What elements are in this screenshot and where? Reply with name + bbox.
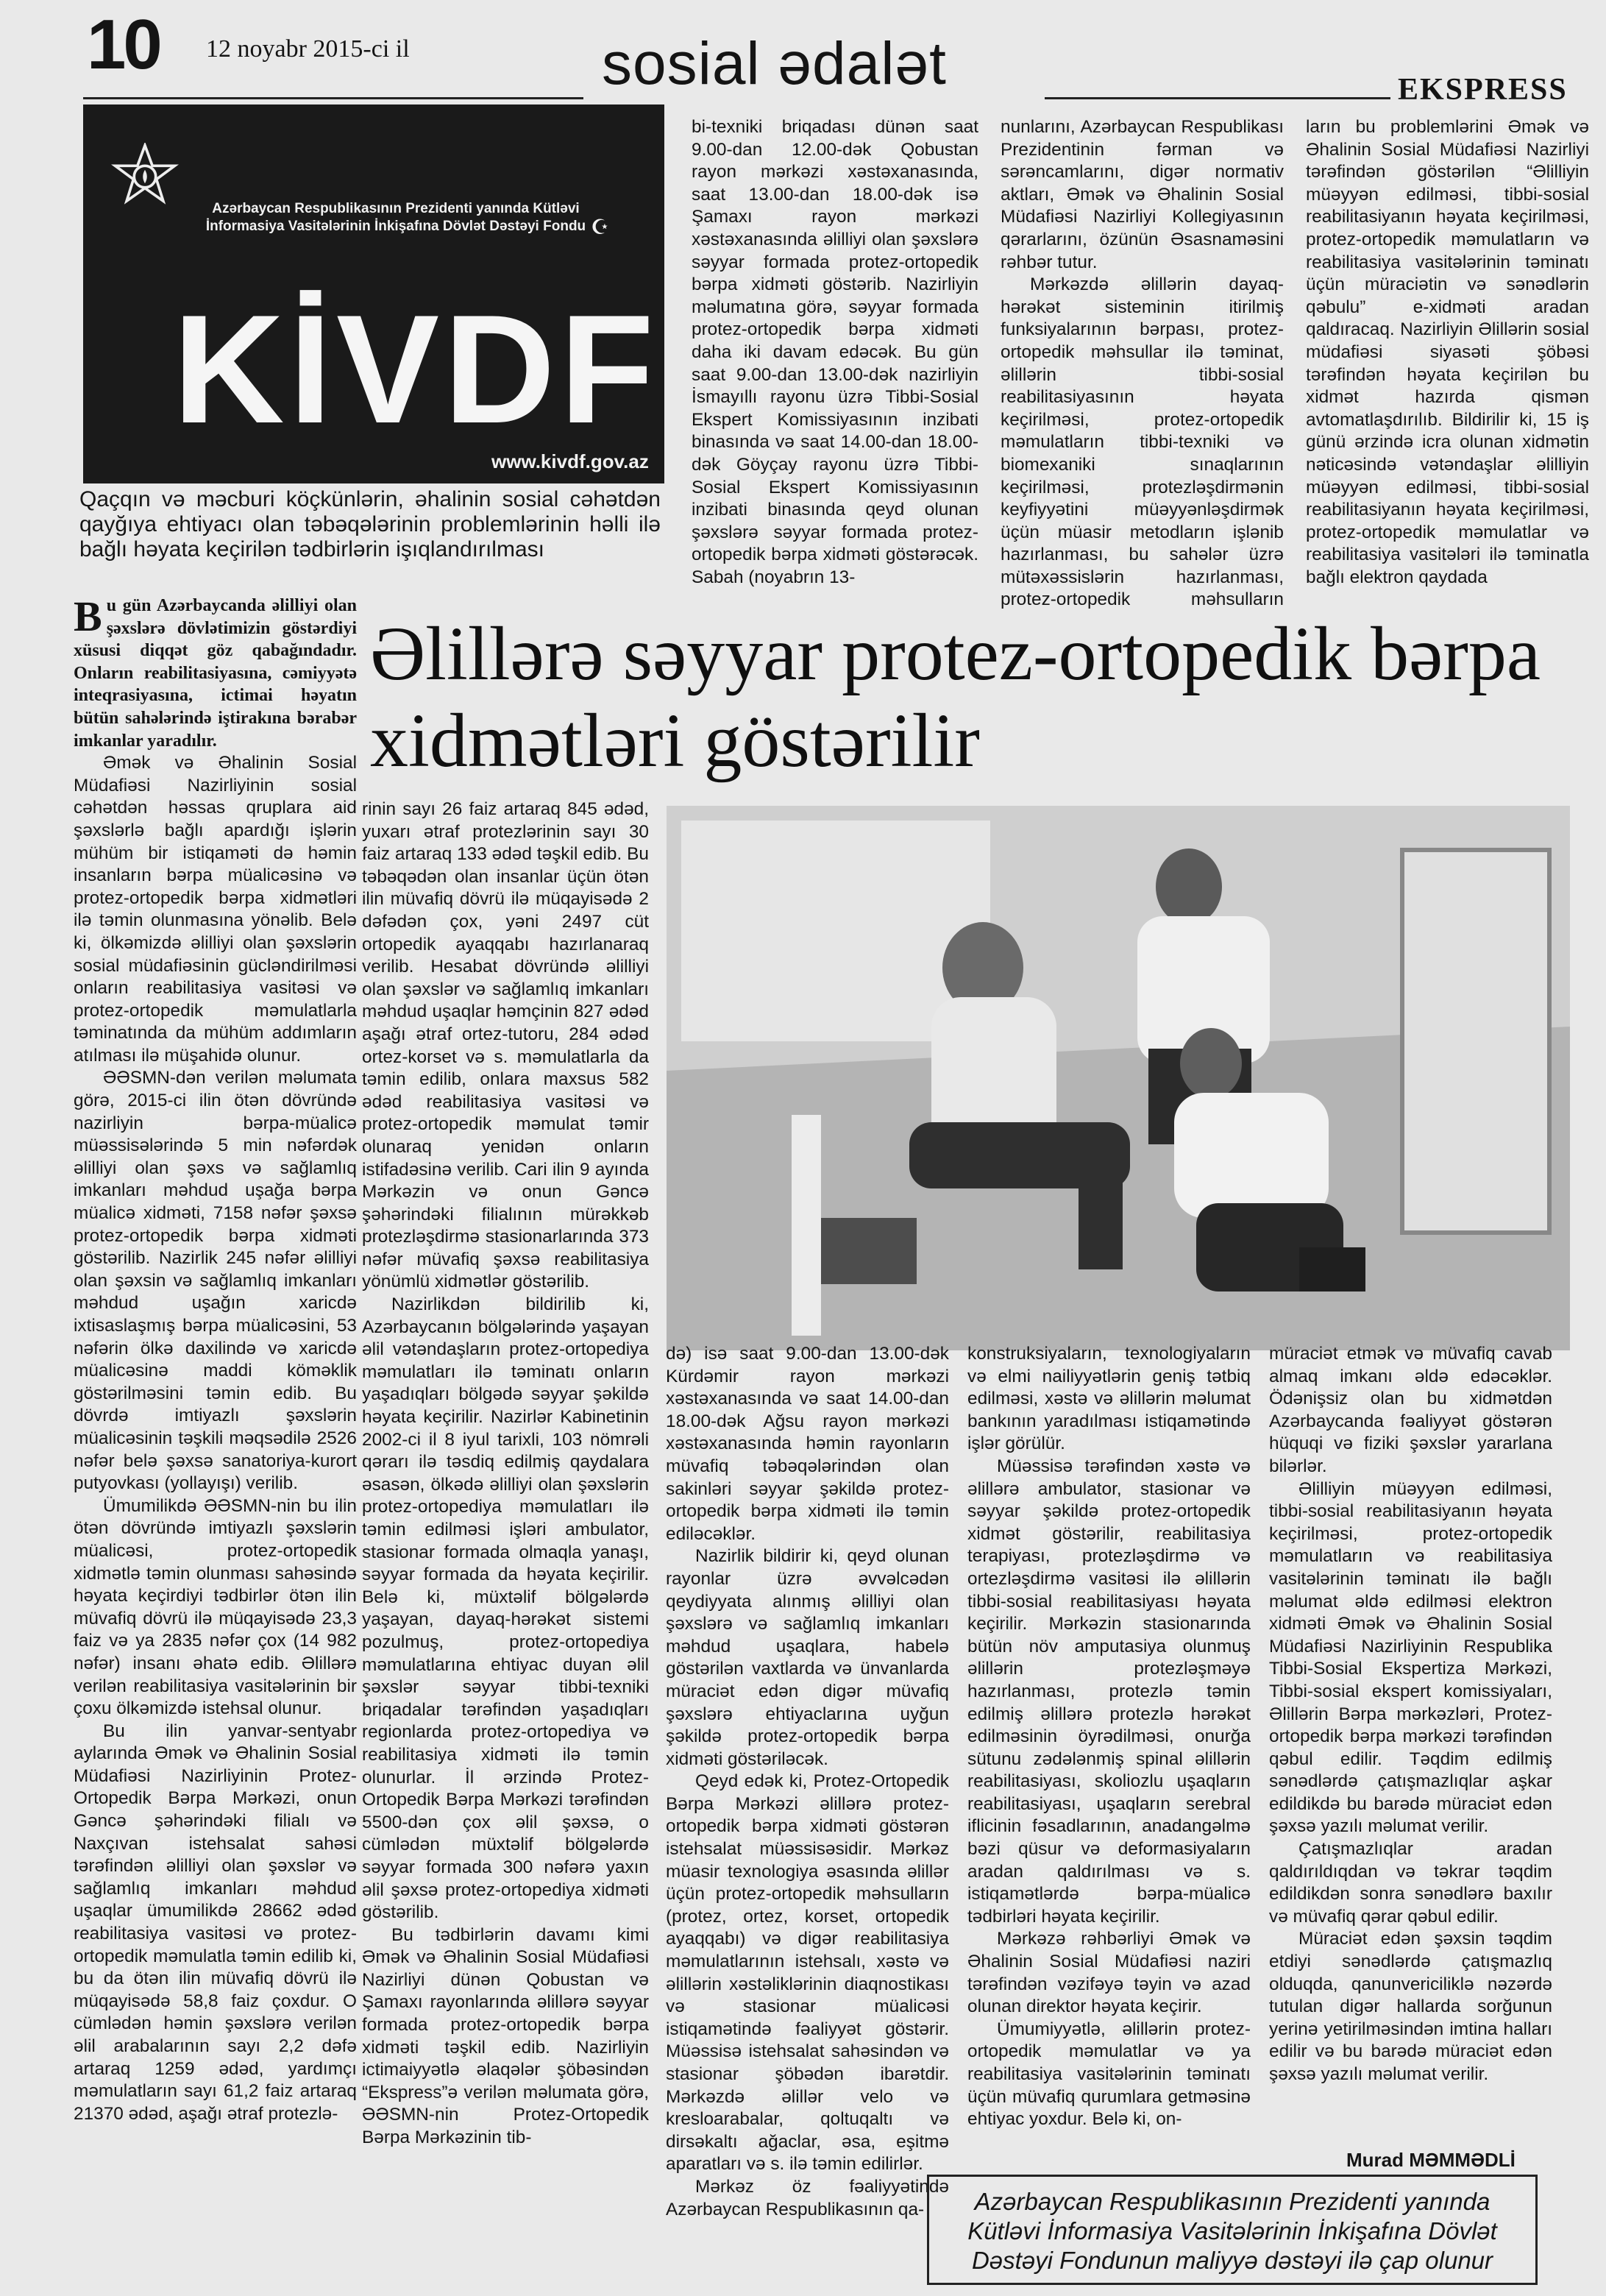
article-paragraph: konstruksiyaların, texnologiyaların və elmi nailiyyətlərin geniş tətbiq edilməsi, xəstə və əlillərin məlumat bankının yaradılması istiqamətində işlər görülür.: [967, 1344, 1251, 1454]
drop-cap: B: [74, 595, 102, 640]
article-paragraph: Qeyd edək ki, Protez-Ortopedik Bərpa Mərkəzi əlillərə protez-ortopedik bərpa xidməti göstərən istehsalat müəssisəsidir. Mərkəz müasir texnologiya əsasında əlillər üçün protez-ortopedik məhsulların (protez, ortez, korset, ortopedik ayaqqabı) və digər reabilitasiya məmulatlarının istehsalı, xəstə və əlillərin xəstəliklərinin diaqnostikası və stasionar müalicəsi istiqamətində fəaliyyət göstərir. Müəssisə istehsalat sahəsindən və stasionar şöbədən ibarətdir. Mərkəzdə əlillər velo və kresloarabalar, qoltuqaltı və dirsəkaltı ağaclar, əsa, eşitmə aparatları və s. ilə təmin edilirlər.: [666, 1771, 949, 2175]
article-column-4: [967, 1343, 1251, 2164]
issue-date: 12 noyabr 2015-ci il: [206, 35, 410, 63]
article-paragraph: rinin sayı 26 faiz artaraq 845 ədəd, yuxarı ətraf protezlərinin sayı 30 faiz artaraq 133 ədəd təşkil edib. Bu təbəqədən olan insanlar üçün ötən ilin müvafiq dövrü ilə müqayisədə 2 dəfədən çox, yəni 2497 cüt ortopedik ayaqqabı hazırlanaraq verilib. Hesabat dövründə əlilliyi olan şəxslər və sağlamlıq imkanları məhdud uşaqlar həmçinin 827 ədəd aşağı ətraf ortez-tutoru, 284 ədəd ortez-korset və s. məmulatlarla da təmin edilib, onlara maxsus 582 ədəd reabilitasiya vasitəsi və protez-ortopedik məmulat təmir olunaraq yenidən onların istifadəsinə verilib. Cari ilin 9 ayında Mərkəzin və onun Gəncə şəhərindəki filialının mürəkkəb protezləşdirmə stasionarlarında 373 nəfər müvafiq şəxsə reabilitasiya yönümlü xidmətlər göstərilib.: [362, 799, 649, 1292]
article-paragraph: ƏƏSMN-dən verilən məlumata görə, 2015-ci ilin ötən dövründə nazirliyin bərpa-müalicə müəssisələrində 5 min nəfərdək əlilliyi olan şəxs və sağlamlıq imkanları məhdud uşağa bərpa müalicə xidməti, 7158 nəfər şəxsə protez-ortopedik bərpa xidməti göstərilib. Nazirlik 245 nəfər əlilliyi olan şəxsin və sağlamlıq imkanları məhdud uşağın xaricdə ixtisaslaşmış bərpa müalicəsini, 53 nəfərin ölkə daxilində və xaricdə müalicəsinə maddi köməklik göstərilməsini təmin edib. Bu dövrdə imtiyazlı şəxslərin müalicəsinin təşkili məqsədilə 2526 nəfər belə şəxsə sanatoriya-kurort putyovkası (yollayışı) verilib.: [74, 1068, 357, 1494]
page-number: 10: [87, 5, 160, 84]
article-column-2: [362, 798, 649, 2285]
state-emblem-icon: [111, 143, 179, 210]
article-paragraph: Bu ilin yanvar-sentyabr aylarında Əmək və Əhalinin Sosial Müdafiəsi Nazirliyinin Protez-Ortopedik Bərpa Mərkəzi, onun Gəncə şəhərindəki filialı və Naxçıvan istehsalat sahəsi tərəfindən əlilliyi olan şəxslər və sağlamlıq imkanları məhdud uşaqlar ümumilikdə 28662 ədəd reabilitasiya vasitəsi və protez-ortopedik məmulatla təmin edilib ki, bu da ötən ilin müvafiq dövrü ilə müqayisədə 58,8 faiz çoxdur. O cümlədən həmin şəxslərə verilən əlil arabalarının sayı 2,2 dəfə artaraq 1259 ədəd, yardımçı məmulatların sayı 61,2 faiz artaraq 21370 ədəd, aşağı ətraf protezlə-: [74, 1721, 357, 2124]
article-column-1: [74, 595, 357, 2287]
article-headline: Əlillərə səyyar protez-ortopedik bərpa xidmətləri göstərilir: [370, 612, 1541, 783]
fund-logo: KİVDF: [173, 283, 658, 456]
article-paragraph: Müraciət edən şəxsin təqdim etdiyi sənədlərdə çatışmazlıq olduqda, qanunvericiliklə nəzərdə tutulan digər hallarda sorğunun yerinə yetirilməsindən imtina halları edilir və bu barədə müraciət edən şəxsə yazılı məlumat verilir.: [1269, 1929, 1552, 2084]
article-paragraph: Bu tədbirlərin davamı kimi Əmək və Əhalinin Sosial Müdafiəsi Nazirliyi dünən Qobustan və Şamaxı rayonlarında əlillərə səyyar formada protez-ortopedik bərpa xidməti təşkil edib. Nazirliyin ictimaiyyətlə əlaqələr şöbəsindən “Ekspress”ə verilən məlumata görə, ƏƏSMN-nin Protez-Ortopedik Bərpa Mərkəzinin tib-: [362, 1924, 649, 2148]
article-column-4-top: [1306, 116, 1589, 631]
section-rubric: sosial ədalət: [602, 30, 947, 97]
newspaper-name: EKSPRESS: [1398, 73, 1568, 107]
article-column-3: [666, 1343, 949, 2237]
article-column-2-top: [692, 116, 978, 609]
section-tagline: Qaçqın və məcburi köçkünlərin, əhalinin sosial cəhətdən qayğıya ehtiyacı olan təbəqələrinin problemlərinin həlli ilə bağlı həyata keçirilən tədbirlərin işıqlandırılması: [79, 487, 661, 561]
article-lead: Bu gün Azərbaycanda əlilliyi olan şəxslərə dövlətimizin göstərdiyi xüsusi diqqət göz qabağındadır. Onların reabilitasiyasına, cəmiyyətə inteqrasiyasına, ictimai həyatın bütün sahələrində iştirakına bərabər imkanlar yaradılır.: [74, 595, 357, 751]
article-paragraph: Ümumilikdə ƏƏSMN-nin bu ilin ötən dövründə imtiyazlı şəxslərin müalicəsi, protez-ortopedik xidmətlə təmin olunması sahəsində həyata keçirdiyi tədbirlər ötən ilin müvafiq dövrü ilə müqayisədə 23,3 faiz və ya 2835 nəfər çox (14 982 nəfər) insanı əhatə edib. Əlillərə verilən reabilitasiya vasitələrinin bir çoxu ölkəmizdə istehsal olunur.: [74, 1495, 357, 1719]
article-paragraph: Ümumiyyətlə, əlillərin protez-ortopedik məmulatlar və ya reabilitasiya vasitələrinin təminatı üçün müvafiq qurumlara getməsinə ehtiyac yoxdur. Belə ki, on-: [967, 2019, 1251, 2130]
funding-note: Azərbaycan Respublikasının Prezidenti yanında Kütləvi İnformasiya Vasitələrinin İnkişafına Dövlət Dəstəyi Fondunun maliyyə dəstəyi ilə çap olunur: [927, 2175, 1538, 2285]
article-column-5: [1269, 1343, 1552, 2145]
article-paragraph: Nazirlikdən bildirilib ki, Azərbaycanın bölgələrində yaşayan əlil vətəndaşların protez-ortopediya məmulatları ilə təminatı onların yaşadıqları bölgədə səyyar şəkildə həyata keçirilir. Nazirlər Kabinetinin 2002-ci il 8 iyul tarixli, 103 nömrəli qərarı ilə təsdiq edilmiş qaydalara əsasən, ölkədə əlilliyi olan şəxslərin protez-ortopediya məmulatları ilə təmin edilməsi işləri ambulator, stasionar formada olmaqla yanaşı, səyyar formada da həyata keçirilir. Belə ki, müxtəlif bölgələrdə yaşayan, dayaq-hərəkət sistemi pozulmuş, protez-ortopediya məmulatlarına ehtiyac duyan əlil şəxslər səyyar tibbi-texniki briqadalar tərəfindən yaşadıqları regionlarda protez-ortopediya və reabilitasiya xidməti ilə təmin olunurlar. İl ərzində Protez-Ortopedik Bərpa Mərkəzi tərəfindən 5500-dən çox əlil şəxsə, o cümlədən müxtəlif bölgələrdə səyyar formada 300 nəfərə yaxın əlil şəxsə protez-ortopediya xidməti göstərilib.: [362, 1294, 649, 1923]
article-paragraph: Əmək və Əhalinin Sosial Müdafiəsi Nazirliyinin sosial cəhətdən həssas qruplara aid şəxslərlə bağlı apardığı işlərin mühüm bir istiqaməti də həmin insanların bərpa müalicəsinə və protez-ortopedik bərpa xidmətləri ilə təmin olunmasına yönəlib. Belə ki, ölkəmizdə əlilliyi olan şəxslərin sosial müdafiəsinin gücləndirilməsi onların reabilitasiya vasitəsi və protez-ortopedik məmulatlarla təminatında da mühüm addımların atılması ilə müşahidə olunur.: [74, 753, 357, 1066]
article-paragraph: Mərkəzdə əlillərin dayaq-hərəkət sisteminin itirilmiş funksiyalarının bərpası, protez-ortopedik məhsullar ilə təminat, əlillərin tibbi-sosial reabilitasiyasının həyata keçirilməsi, protez-ortopedik məmulatların tibbi-texniki və biomexaniki sınaqlarının keçirilməsi, protezləşdirmənin keyfiyyətini müəyyənləşdirmək üçün müasir metodların işlənib hazırlanması, bu sahələr üzrə mütəxəssislərin hazırlanması, protez-ortopedik məhsulların: [1001, 274, 1284, 609]
article-paragraph: bi-texniki briqadası dünən saat 9.00-dan 12.00-dək Qobustan rayon mərkəzi xəstəxanasında, saat 13.00-dan 18.00-dək isə Şamaxı rayon mərkəzi xəstəxanasında əlilliyi olan şəxslərə səyyar formada protez-ortopedik bərpa xidməti göstərib. Nazirliyin məlumatına görə, səyyar formada protez-ortopedik bərpa xidməti daha iki davam edəcək. Bu gün saat 9.00-dan 13.00-dək nazirliyin İsmayıllı rayonu üzrə Tibbi-Sosial Ekspert Komissiyasının inzibati binasında və saat 14.00-dan 18.00-dək Göyçay rayonu üzrə Tibbi-Sosial Ekspert Komissiyasının inzibati binasında qeyd olunan şəxslərə səyyar formada protez-ortopedik bərpa xidməti göstərəcək. Sabah (noyabrın 13-: [692, 117, 978, 587]
article-paragraph: Mərkəz öz fəaliyyətində Azərbaycan Respublikasının qa-: [666, 2176, 949, 2219]
article-paragraph: Nazirlik bildirir ki, qeyd olunan rayonlar üzrə əvvəlcədən qeydiyyata alınmış əlilliyi olan şəxslərə və sağlamlıq imkanları məhdud uşaqlara, habelə göstərilən vaxtlarda və ünvanlarda müraciət edən digər müvafiq şəxslərə ehtiyaclarına uyğun şəkildə protez-ortopedik bərpa xidməti göstəriləcək.: [666, 1546, 949, 1769]
article-paragraph: Çatışmazlıqlar aradan qaldırıldıqdan və təkrar təqdim edildikdən sonra sənədlərə baxılır və müvafiq qərar qəbul edilir.: [1269, 1839, 1552, 1927]
article-paragraph: müraciət etmək və müvafiq cavab almaq imkanı əldə edəcəklər. Ödənişsiz olan bu xidmətdən Azərbaycanda fəaliyyət göstərən hüquqi və fiziki şəxslər yararlana bilərlər.: [1269, 1344, 1552, 1476]
fund-website: www.kivdf.gov.az: [491, 450, 649, 472]
article-paragraph: Əlilliyin müəyyən edilməsi, tibbi-sosial reabilitasiyanın həyata keçirilməsi, protez-ortopedik məmulatların və reabilitasiya vasitələrinin təminatı ilə bağlı məlumat əldə edilməsi elektron xidməti Əmək və Əhalinin Sosial Müdafiəsi Nazirliyinin Respublika Tibbi-Sosial Ekspertiza Mərkəzi, Tibbi-sosial ekspert komissiyaları, Əlillərin Bərpa mərkəzləri, Protez-ortopedik bərpa mərkəzi tərəfindən qəbul edilir. Təqdim edilmiş sənədlərdə çatışmazlıqlar aşkar edildikdə bu barədə müraciət edən şəxsə yazılı məlumat verilir.: [1269, 1478, 1552, 1837]
article-paragraph: ların bu problemlərini Əmək və Əhalinin Sosial Müdafiəsi Nazirliyi tərəfindən göstərilən “Əlilliyin müəyyən edilməsi, tibbi-sosial reabilitasiyanın həyata keçirilməsi, protez-ortopedik məmulatların və reabilitasiya vasitələrinin təminatı üçün müraciətin və sənədlərin qəbulu” e-xidməti aradan qaldıracaq. Nazirliyin Əlillərin sosial müdafiəsi siyasəti şöbəsi tərəfindən həyata keçirilən bu xidmət hazırda qismən avtomatlaşdırılıb. Bildirilir ki, 15 iş günü ərzində icra olunan xidmətin nəticəsində vətəndaşlar əlilliyin müəyyən edilməsi, tibbi-sosial reabilitasiyanın həyata keçirilməsi, protez-ortopedik məmulatlar və reabilitasiya vasitələri ilə təminatla bağlı elektron qaydada: [1306, 117, 1589, 587]
fund-name: Azərbaycan Respublikasının Prezidenti yanında Kütləvi İnformasiya Vasitələrinin İnkişafına Dövlət Dəstəyi Fondu: [205, 201, 586, 234]
author-byline: Murad MƏMMƏDLİ: [1346, 2149, 1516, 2171]
crescent-star-icon: ☪: [591, 216, 610, 238]
article-column-3-top: [1001, 116, 1284, 609]
article-photo: [667, 806, 1570, 1350]
header-rule: [1045, 97, 1390, 99]
header-rule: [83, 97, 583, 99]
article-paragraph: də) isə saat 9.00-dan 13.00-dək Kürdəmir rayon mərkəzi xəstəxanasında və saat 14.00-dan 18.00-dək Ağsu rayon mərkəzi xəstəxanasında həmin rayonların müvafiq təbəqələrindən olan sakinləri səyyar şəkildə protez-ortopedik bərpa xidməti ilə təmin ediləcəklər.: [666, 1344, 949, 1544]
article-paragraph: Müəssisə tərəfindən xəstə və əlillərə ambulator, stasionar və səyyar şəkildə protez-ortopedik xidmət göstərilir, reabilitasiya terapiyası, protezləşdirmə və ortezləşdirmə vasitəsi ilə əlillərin tibbi-sosial reabilitasiyası həyata keçirilir. Mərkəzin stasionarında bütün növ amputasiya olunmuş əlillərin protezləşməyə hazırlanması, protezlə təmin edilmiş əlillərə protezlə hərəkət edilməsinin öyrədilməsi, onurğa sütunu zədələnmiş spinal əlillərin reabilitasiyası, skoliozlu uşaqların reabilitasiyası, uşaqların serebral iflicinin fəsadlarının, anadangəlmə bəzi qüsur və deformasiyaların aradan qaldırılması və s. istiqamətlərdə bərpa-müalicə tədbirləri həyata keçirilir.: [967, 1456, 1251, 1927]
fund-banner: [83, 104, 664, 483]
article-paragraph: Mərkəzə rəhbərliyi Əmək və Əhalinin Sosial Müdafiəsi naziri tərəfindən vəzifəyə təyin və azad olunan direktor həyata keçirir.: [967, 1929, 1251, 2017]
article-paragraph: nunlarını, Azərbaycan Respublikası Prezidentinin fərman və sərəncamlarını, digər normativ aktları, Əmək və Əhalinin Sosial Müdafiəsi Nazirliyi Kollegiyasının qərarlarını, özünün Əsasnaməsini rəhbər tutur.: [1001, 117, 1284, 272]
